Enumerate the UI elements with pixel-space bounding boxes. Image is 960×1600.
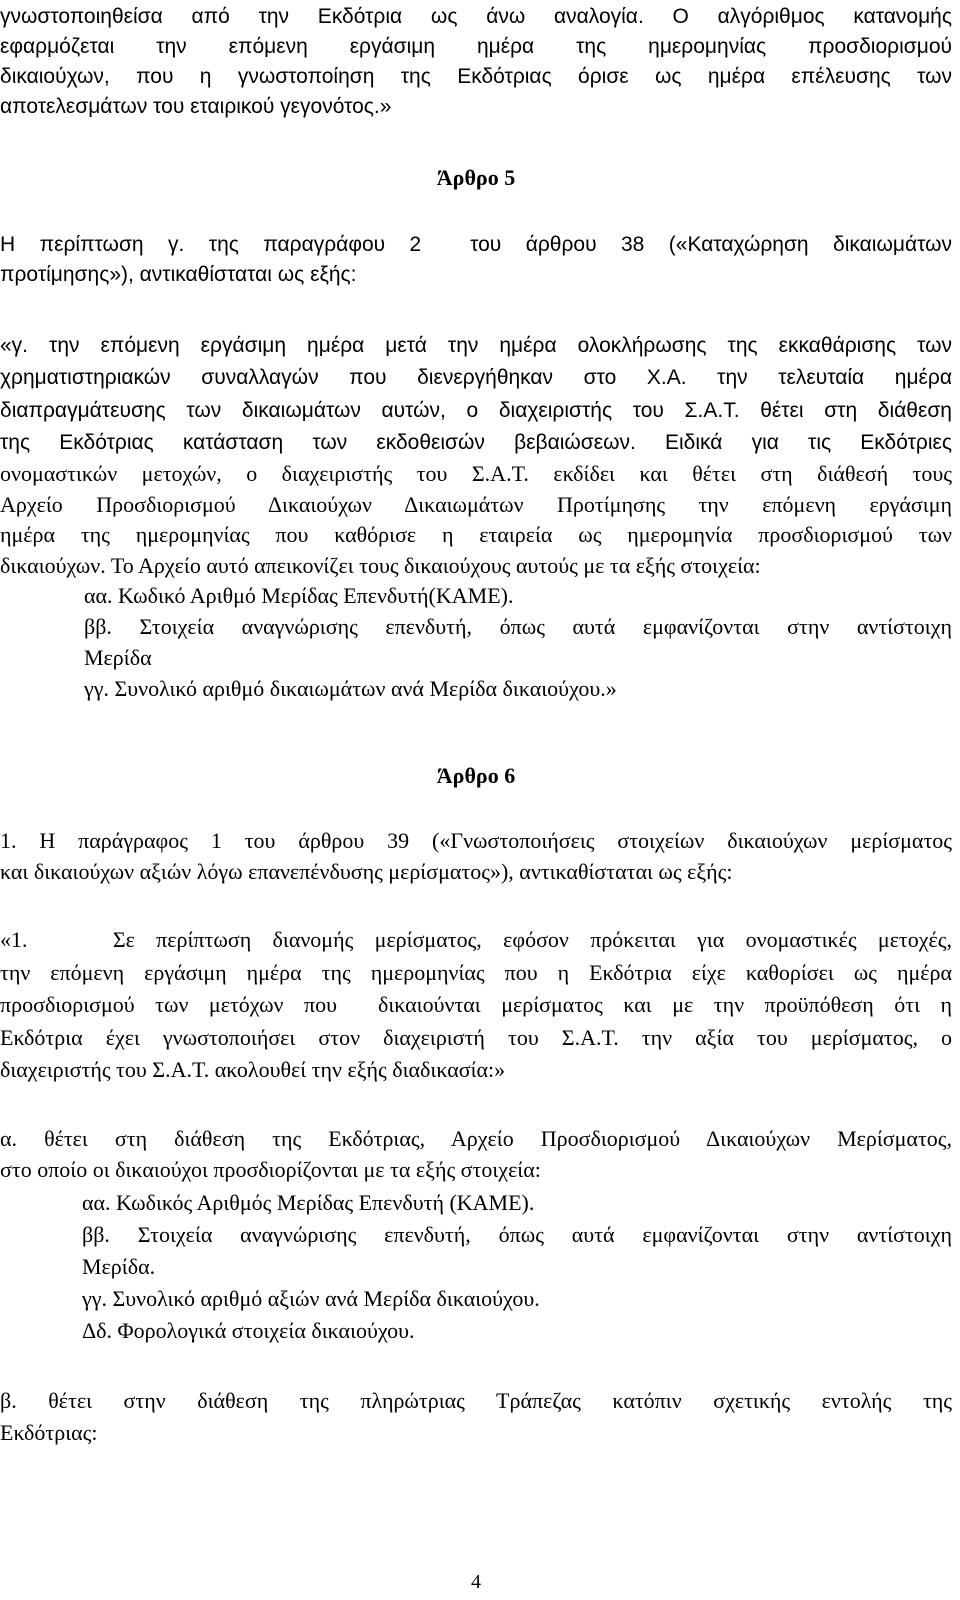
article-5-quote	[0, 330, 952, 459]
article-6-quote	[0, 924, 952, 1087]
text-line: χρηματιστηριακών συναλλαγών που διενεργήθηκαν στο Χ.Α. την τελευταία ημέρα	[0, 366, 952, 390]
text-line: δικαιούχων. Το Αρχείο αυτό απεικονίζει τους δικαιούχους αυτούς με τα εξής στοιχεία:	[0, 552, 761, 578]
article-5-items	[0, 581, 952, 711]
article-6-beta	[0, 1385, 952, 1449]
text-line: Η περίπτωση γ. της παραγράφου 2 του άρθρου 38 («Καταχώρηση δικαιωμάτων	[0, 233, 952, 256]
text-line: την επόμενη εργάσιμη ημέρα της ημερομηνίας που η Εκδότρια είχε καθορίσει ως ημέρα	[0, 959, 952, 985]
text-line: ονομαστικών μετοχών, ο διαχειριστής του Σ.Α.Τ. εκδίδει και θέτει στη διάθεσή τους	[0, 461, 952, 486]
article-5-intro	[0, 230, 952, 290]
text-line: Αρχείο Προσδιορισμού Δικαιούχων Δικαιωμάτων Προτίμησης την επόμενη εργάσιμη	[0, 491, 952, 517]
text-line: στο οποίο οι δικαιούχοι προσδιορίζονται με τα εξής στοιχεία:	[0, 1156, 541, 1182]
list-item: γγ. Συνολικό αριθμό αξιών ανά Μερίδα δικαιούχου.	[82, 1286, 540, 1311]
text-line: αποτελεσμάτων του εταιρικού γεγονότος.»	[0, 95, 392, 118]
text-line: και δικαιούχων αξιών λόγω επανεπένδυσης μερίσματος»), αντικαθίσταται ως εξής:	[0, 858, 733, 884]
text-line: προσδιορισμού των μετόχων που δικαιούνται μερίσματος και με την προϋπόθεση ότι η	[0, 992, 952, 1017]
article-6-items	[0, 1188, 952, 1348]
text-line: διαχειριστής του Σ.Α.Τ. ακολουθεί την εξής διαδικασία:»	[0, 1057, 506, 1082]
text-line: «γ. την επόμενη εργάσιμη ημέρα μετά την ημέρα ολοκλήρωσης της εκκαθάρισης των	[0, 334, 952, 357]
text-line: «1. Σε περίπτωση διανομής μερίσματος, εφόσον πρόκειται για ονομαστικές μετοχές,	[0, 927, 952, 952]
page-number: 4	[471, 1571, 481, 1593]
text-line: 1. Η παράγραφος 1 του άρθρου 39 («Γνωστοποιήσεις στοιχείων δικαιούχων μερίσματος	[0, 828, 952, 853]
text-line: διαπραγμάτευσης των δικαιωμάτων αυτών, ο διαχειριστής του Σ.Α.Τ. θέτει στη διάθεση	[0, 398, 952, 422]
list-item: Μερίδα.	[82, 1254, 156, 1279]
text-line: δικαιούχων, που η γνωστοποίηση της Εκδότριας όρισε ως ημέρα επέλευσης των	[0, 65, 952, 88]
list-item: γγ. Συνολικό αριθμό δικαιωμάτων ανά Μερίδα δικαιούχου.»	[84, 676, 617, 701]
article-6-intro	[0, 826, 952, 887]
article-5-title: Άρθρο 5	[436, 165, 516, 190]
list-item: Δδ. Φορολογικά στοιχεία δικαιούχου.	[82, 1318, 415, 1343]
text-line: της Εκδότριας κατάσταση των εκδοθεισών βεβαιώσεων. Ειδικά για τις Εκδότριες	[0, 430, 952, 454]
text-line: προτίμησης»), αντικαθίσταται ως εξής:	[0, 263, 357, 286]
text-line: γνωστοποιηθείσα από την Εκδότρια ως άνω αναλογία. Ο αλγόριθμος κατανομής	[0, 5, 952, 28]
article-6-title: Άρθρο 6	[436, 763, 516, 788]
list-item: ββ. Στοιχεία αναγνώρισης επενδυτή, όπως αυτά εμφανίζονται στην αντίστοιχη	[84, 614, 952, 639]
list-item: ββ. Στοιχεία αναγνώρισης επενδυτή, όπως αυτά εμφανίζονται στην αντίστοιχη	[82, 1222, 952, 1247]
text-line: Εκδότριας:	[0, 1420, 98, 1445]
text-line: ημέρα της ημερομηνίας που καθόρισε η εταιρεία ως ημερομηνία προσδιορισμού των	[0, 522, 952, 547]
article-6-alpha	[0, 1124, 952, 1185]
list-item: Μερίδα	[84, 645, 152, 670]
text-line: εφαρμόζεται την επόμενη εργάσιμη ημέρα της ημερομηνίας προσδιορισμού	[0, 35, 952, 58]
list-item: αα. Κωδικός Αριθμός Μερίδας Επενδυτή (ΚΑΜΕ).	[82, 1190, 535, 1215]
top-paragraph	[0, 2, 952, 122]
article-5-quote-serif	[0, 459, 952, 581]
text-line: α. θέτει στη διάθεση της Εκδότριας, Αρχείο Προσδιορισμού Δικαιούχων Μερίσματος,	[0, 1126, 952, 1151]
text-line: β. θέτει στην διάθεση της πληρώτριας Τράπεζας κατόπιν σχετικής εντολής της	[0, 1388, 952, 1413]
text-line: Εκδότρια έχει γνωστοποιήσει στον διαχειριστή του Σ.Α.Τ. την αξία του μερίσματος, ο	[0, 1024, 952, 1050]
list-item: αα. Κωδικό Αριθμό Μερίδας Επενδυτή(ΚΑΜΕ).	[84, 583, 514, 608]
